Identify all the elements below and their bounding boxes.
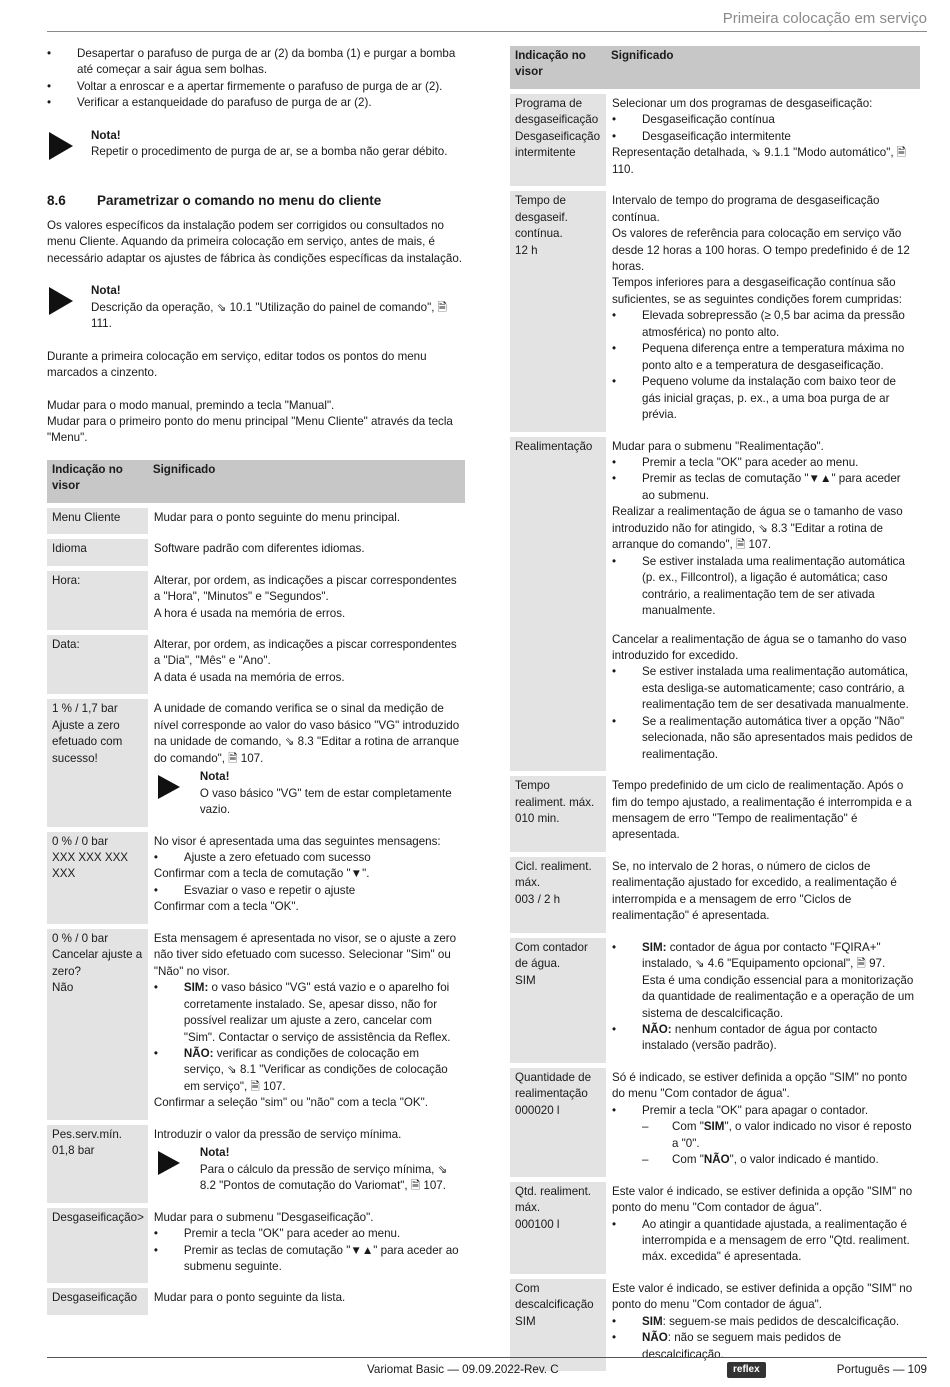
- table-row: [47, 1125, 465, 1203]
- list-text: : não se seguem mais pedidos de descalcificação.: [642, 1331, 842, 1361]
- note-arrow-icon: [49, 287, 73, 315]
- column-header: Indicação no visor: [510, 46, 606, 89]
- display-cell: [47, 1125, 148, 1203]
- list-item: • Pequena diferença entre a temperatura máxima no ponto alto e a temperatura de desgaseificação.: [612, 341, 916, 374]
- display-text: 1 % / 1,7 bar: [52, 702, 118, 716]
- right-column: [510, 41, 920, 1376]
- display-text: Não: [52, 981, 74, 995]
- meaning-cell: [148, 929, 465, 1120]
- list-text: ", o valor indicado é mantido.: [729, 1153, 879, 1167]
- display-cell: [510, 94, 606, 186]
- section-title: Parametrizar o comando no menu do cliente: [97, 192, 382, 208]
- display-cell: Menu Cliente: [47, 508, 148, 534]
- meaning-cell: [148, 1125, 465, 1203]
- table-header-row: [47, 460, 465, 503]
- display-cell: Data:: [47, 635, 148, 694]
- table-row: [510, 94, 920, 186]
- list-item: • Elevada sobrepressão (≥ 0,5 bar acima da pressão atmosférica) no ponto alto.: [612, 308, 916, 341]
- meaning-text: Mudar para o submenu "Desgaseificação".: [153, 1210, 374, 1224]
- list-item: • Pequeno volume da instalação com baixo teor de gás inicial graças, p. ex., a uma boa purga de ar prévia.: [612, 374, 916, 423]
- meaning-cell: Mudar para o ponto seguinte da lista.: [153, 1291, 346, 1305]
- display-cell: [510, 191, 606, 431]
- display-text: Pes.serv.mín.: [52, 1127, 123, 1141]
- meaning-cell: [606, 1182, 920, 1274]
- meaning-text: Alterar, por ordem, as indicações a piscar correspondentes a "Dia", "Mês" e "Ano".: [153, 638, 457, 668]
- list-text: Com ": [672, 1153, 704, 1167]
- list-item: [612, 1022, 916, 1055]
- option-label: SIM:: [183, 981, 209, 995]
- paragraph: Mudar para o primeiro ponto do menu principal "Menu Cliente" através da tecla "Menu".: [47, 414, 453, 445]
- list-text: contador de água por contacto "FQIRA+" instalado, ⇘ 4.6 "Equipamento opcional", 🗎 97.: [642, 940, 886, 971]
- table-row: [47, 508, 465, 534]
- note-text: Descrição da operação, ⇘ 10.1 "Utilização do painel de comando", 🗎 111.: [91, 300, 447, 331]
- table-row: [510, 938, 920, 1063]
- meaning-text: Representação detalhada, ⇘ 9.1.1 "Modo automático", 🗎 110.: [612, 146, 907, 176]
- customer-menu-table-continued: [510, 41, 920, 1376]
- display-cell: [47, 699, 148, 826]
- left-column: [47, 46, 465, 1320]
- table-row: [510, 776, 920, 852]
- meaning-text: Realizar a realimentação de água se o tamanho de vaso introduzido não for atingido, ⇘ 8.3 "Editar a rotina de arranque do comando", 🗎 107.: [612, 505, 903, 552]
- list-text: Esta é uma condição essencial para a monitorização da quantidade de realimentação e a operação de um sistema de descalcificação.: [642, 973, 915, 1020]
- page-footer: [47, 1357, 927, 1383]
- option-label: SIM: [703, 1120, 725, 1134]
- footer-page-number: Português — 109: [836, 1363, 927, 1376]
- display-cell: Desgaseificação: [47, 1288, 148, 1314]
- note-title: Nota!: [199, 1146, 230, 1160]
- meaning-text: Confirmar com a tecla "OK".: [153, 900, 299, 914]
- display-cell: Realimentação: [510, 437, 606, 772]
- list-item: • Premir a tecla "OK" para aceder ao menu.: [154, 1226, 461, 1242]
- meaning-text: Confirmar a seleção "sim" ou "não" com a tecla "OK".: [153, 1096, 428, 1110]
- table-row: [510, 1182, 920, 1274]
- note-arrow-icon: [158, 775, 180, 799]
- note-box: [154, 769, 461, 818]
- paragraph: Durante a primeira colocação em serviço, editar todos os pontos do menu marcados a cinzento.: [47, 349, 427, 380]
- table-row: [510, 1068, 920, 1177]
- display-text: 0 % / 0 bar: [52, 834, 109, 848]
- table-row: [47, 1208, 465, 1284]
- meaning-cell: Tempo predefinido de um ciclo de realimentação. Após o fim do tempo ajustado, a realimentação é interrompida e a mensagem de erro "Tempo de realimentação" é apresentada.: [612, 779, 912, 842]
- meaning-text: A unidade de comando verifica se o sinal da medição de nível corresponde ao valor do vaso básico "VG" introduzido na unidade de comando, ⇘ 8.3 "Editar a rotina de arranque do comando", 🗎 107.: [153, 702, 460, 765]
- note-text: O vaso básico "VG" tem de estar completamente vazio.: [199, 786, 452, 817]
- display-text: 000020 l: [515, 1103, 560, 1117]
- meaning-text: Esta mensagem é apresentada no visor, se o ajuste a zero não tiver sido efetuado com sucesso. Selecionar "Sim" ou "Não" no visor.: [153, 931, 457, 978]
- list-item: [612, 1314, 916, 1330]
- list-item: • Voltar a enroscar e a apertar firmemente o parafuso de purga de ar (2).: [47, 79, 465, 95]
- display-cell: [510, 776, 606, 852]
- list-item: • Se estiver instalada uma realimentação automática (p. ex., Fillcontrol), a ligação é automática; caso contrário, a realimentação tem de ser ativada manualmente.: [612, 554, 916, 620]
- display-text: SIM: [515, 1314, 536, 1328]
- display-text: Cancelar ajuste a zero?: [52, 948, 143, 978]
- option-label: NÃO:: [183, 1047, 214, 1060]
- meaning-cell: [148, 699, 465, 826]
- list-item: • Se estiver instalada uma realimentação automática, esta desliga-se automaticamente; caso contrário, a realimentação tem de ser desativada manualmente.: [612, 664, 916, 713]
- display-text: 000100 l: [515, 1217, 560, 1231]
- display-cell: Desgaseificação>: [47, 1208, 148, 1284]
- column-header: Indicação no visor: [47, 460, 148, 503]
- display-text: Quantidade de realimentação: [515, 1070, 592, 1101]
- list-item: • Ajuste a zero efetuado com sucesso: [154, 850, 461, 866]
- meaning-text: Este valor é indicado, se estiver definida a opção "SIM" no ponto do menu "Com contador de água".: [612, 1184, 913, 1215]
- note-arrow-icon: [49, 132, 73, 160]
- list-item: • Premir a tecla "OK" para aceder ao menu.: [612, 455, 916, 471]
- list-item: [612, 1103, 916, 1169]
- purge-steps-list: [47, 46, 465, 112]
- display-cell: [510, 1182, 606, 1274]
- meaning-text: Cancelar a realimentação de água se o tamanho do vaso introduzido for excedido.: [612, 632, 907, 662]
- list-item: • Desapertar o parafuso de purga de ar (2) da bomba (1) e purgar a bomba até começar a sair água sem bolhas.: [47, 46, 465, 79]
- meaning-cell: Software padrão com diferentes idiomas.: [153, 542, 365, 556]
- meaning-text: No visor é apresentada uma das seguintes mensagens:: [153, 834, 441, 848]
- display-cell: [47, 832, 148, 924]
- page-header: [47, 4, 927, 32]
- list-item: • Ao atingir a quantidade ajustada, a realimentação é interrompida e a mensagem de erro "Qtd. realiment. máx. excedida" é apresentada.: [612, 1217, 916, 1266]
- list-text: : seguem-se mais pedidos de descalcificação.: [662, 1314, 900, 1328]
- display-text: Tempo realiment. máx.: [515, 779, 595, 809]
- display-cell: [510, 857, 606, 933]
- meaning-cell: [606, 938, 920, 1063]
- note-box: [47, 128, 465, 161]
- list-item: • Esvaziar o vaso e repetir o ajuste: [154, 883, 461, 899]
- list-text: o vaso básico "VG" está vazio e o aparelho foi corretamente instalado. Se, apesar disso, não for possível realizar um ajuste a zero, cancelar com "Sim". Contactar o serviço de assistência da Reflex.: [183, 981, 451, 1044]
- display-text: Qtd. realiment. máx.: [515, 1184, 592, 1215]
- list-text: verificar as condições de colocação em serviço, ⇘ 8.1 "Verificar as condições de colocação em serviço", 🗎 107.: [183, 1047, 448, 1093]
- display-text: Programa de desgaseificação: [515, 96, 599, 127]
- table-row: [47, 1288, 465, 1314]
- note-text: Para o cálculo da pressão de serviço mínima, ⇘ 8.2 "Pontos de comutação do Variomat", 🗎 107.: [199, 1162, 448, 1193]
- meaning-cell: [606, 191, 920, 431]
- meaning-text: Introduzir o valor da pressão de serviço mínima.: [153, 1127, 402, 1141]
- list-text: Premir a tecla "OK" para apagar o contador.: [642, 1103, 869, 1117]
- display-text: Cicl. realiment. máx.: [515, 859, 592, 890]
- display-text: Tempo de desgaseif. contínua.: [515, 194, 568, 241]
- meaning-text: A data é usada na memória de erros.: [153, 670, 345, 684]
- display-text: XXX XXX XXX XXX: [52, 851, 129, 881]
- note-text: Repetir o procedimento de purga de ar, se a bomba não gerar débito.: [91, 145, 448, 159]
- table-row: [47, 571, 465, 630]
- option-label: SIM:: [642, 940, 667, 954]
- table-row: [510, 191, 920, 431]
- display-cell: [510, 938, 606, 1063]
- meaning-cell: [148, 1208, 465, 1284]
- list-item: • Verificar a estanqueidade do parafuso de purga de ar (2).: [47, 95, 465, 111]
- display-cell: Idioma: [47, 539, 148, 565]
- list-text: Com ": [672, 1120, 704, 1134]
- display-text: Ajuste a zero efetuado com sucesso!: [52, 718, 123, 765]
- meaning-cell: [606, 1068, 920, 1177]
- list-text: nenhum contador de água por contacto instalado (versão padrão).: [642, 1023, 878, 1053]
- note-box: [154, 1145, 461, 1194]
- table-row: [510, 437, 920, 772]
- list-item: • Premir as teclas de comutação "▼▲" para aceder ao submenu seguinte.: [154, 1243, 461, 1276]
- note-box: [47, 283, 465, 332]
- meaning-text: Tempos inferiores para a desgaseificação contínua são suficientes, se as seguintes condições forem cumpridas:: [612, 276, 902, 306]
- table-header-row: [510, 46, 920, 89]
- table-row: [47, 699, 465, 826]
- display-text: Desgaseificação intermitente: [515, 129, 601, 160]
- meaning-cell: [148, 635, 465, 694]
- sub-list-item: [642, 1119, 916, 1152]
- table-row: [510, 857, 920, 933]
- column-header: Significado: [606, 46, 920, 89]
- meaning-text: Este valor é indicado, se estiver definida a opção "SIM" no ponto do menu "Com contador de água".: [612, 1281, 913, 1312]
- list-item: • Desgaseificação intermitente: [612, 129, 916, 145]
- meaning-text: A hora é usada na memória de erros.: [153, 606, 346, 620]
- list-item: [612, 940, 916, 1022]
- meaning-text: Confirmar com a tecla de comutação "▼".: [153, 867, 370, 881]
- list-item: • Premir as teclas de comutação "▼▲" para aceder ao submenu.: [612, 471, 916, 504]
- meaning-text: Só é indicado, se estiver definida a opção "SIM" no ponto do menu "Com contador de água".: [612, 1070, 908, 1101]
- option-label: NÃO: [703, 1153, 730, 1167]
- note-title: Nota!: [91, 128, 121, 142]
- note-arrow-icon: [158, 1151, 180, 1175]
- list-item: • Se a realimentação automática tiver a opção "Não" selecionada, não são apresentados mais pedidos de realimentação.: [612, 714, 916, 763]
- list-item: [154, 980, 461, 1046]
- display-text: Com contador de água.: [515, 940, 588, 971]
- meaning-text: Os valores de referência para colocação em serviço vão desde 12 horas a 100 horas. O tempo predefinido é de 12 horas.: [612, 227, 910, 273]
- list-item: • Desgaseificação contínua: [612, 112, 916, 128]
- meaning-cell: Se, no intervalo de 2 horas, o número de ciclos de realimentação ajustado for excedido, a realimentação é interrompida e a mensagem de erro "Ciclos de realimentação" é apresentada.: [612, 859, 897, 923]
- column-header: Significado: [148, 460, 465, 503]
- display-text: SIM: [515, 973, 536, 987]
- intro-paragraph: Os valores específicos da instalação podem ser corrigidos ou consultados no menu Cliente. Aquando da primeira colocação em serviço, antes de mais, é necessário adaptar os ajustes de fábrica às condições específicas da instalação.: [47, 218, 463, 265]
- page-header-title: Primeira colocação em serviço: [722, 10, 927, 27]
- meaning-text: Intervalo de tempo do programa de desgaseificação contínua.: [612, 194, 880, 224]
- table-row: [47, 929, 465, 1120]
- footer-document-info: Variomat Basic — 09.09.2022-Rev. C: [367, 1363, 559, 1376]
- option-label: SIM: [642, 1314, 663, 1328]
- meaning-text: Mudar para o submenu "Realimentação".: [612, 439, 824, 453]
- display-text: 12 h: [515, 243, 538, 257]
- display-text: 010 min.: [515, 812, 560, 826]
- meaning-cell: [606, 94, 920, 186]
- meaning-cell: [148, 571, 465, 630]
- option-label: NÃO: [642, 1331, 668, 1345]
- display-cell: [47, 929, 148, 1120]
- list-item: [154, 1046, 461, 1095]
- display-text: 01,8 bar: [52, 1144, 95, 1158]
- note-title: Nota!: [91, 284, 121, 298]
- sub-list-item: [642, 1152, 916, 1168]
- meaning-cell: [606, 437, 920, 772]
- meaning-text: Selecionar um dos programas de desgaseificação:: [612, 96, 873, 110]
- table-row: [47, 539, 465, 565]
- meaning-cell: Mudar para o ponto seguinte do menu principal.: [153, 510, 401, 524]
- meaning-cell: [148, 832, 465, 924]
- table-row: [47, 635, 465, 694]
- customer-menu-table: [47, 455, 465, 1320]
- section-number: 8.6: [47, 192, 66, 208]
- section-heading: [47, 191, 465, 210]
- display-text: Com descalcificação: [515, 1281, 594, 1312]
- display-cell: [510, 1068, 606, 1177]
- list-text: ", o valor indicado no visor é reposto a "0".: [672, 1120, 912, 1150]
- display-text: 003 / 2 h: [515, 892, 561, 906]
- table-row: [47, 832, 465, 924]
- option-label: NÃO:: [642, 1023, 672, 1037]
- display-text: 0 % / 0 bar: [52, 931, 109, 945]
- paragraph: Mudar para o modo manual, premindo a tecla "Manual".: [47, 398, 335, 412]
- display-cell: Hora:: [47, 571, 148, 630]
- note-title: Nota!: [199, 770, 230, 784]
- reflex-logo: reflex: [727, 1362, 766, 1378]
- meaning-text: Alterar, por ordem, as indicações a piscar correspondentes a "Hora", "Minutos" e "Segundos".: [153, 573, 457, 604]
